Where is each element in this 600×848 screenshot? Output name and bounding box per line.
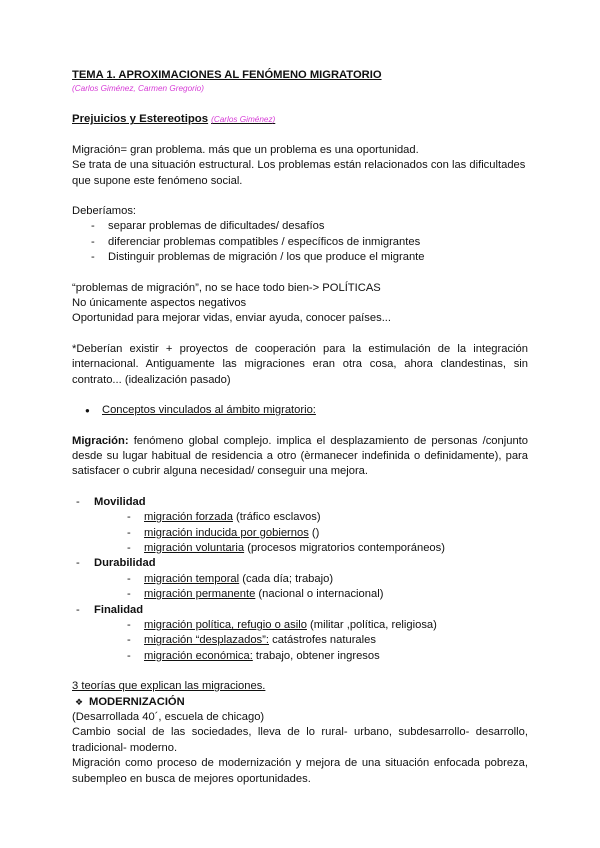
- list-item: - migración inducida por gobiernos (): [72, 526, 528, 541]
- paragraph: (Desarrollada 40´, escuela de chicago): [72, 711, 265, 723]
- concepts-bullet: ● Conceptos vinculados al ámbito migratorio:: [72, 403, 528, 418]
- section-heading-prejuicios: Prejuicios y Estereotipos (Carlos Giménez): [72, 113, 276, 126]
- list-item: - migración permanente (nacional o internacional): [72, 587, 528, 602]
- list-item: - migración política, refugio o asilo (militar ,política, religiosa): [72, 618, 528, 633]
- document-title: TEMA 1. APROXIMACIONES AL FENÓMENO MIGRATORIO: [72, 69, 382, 81]
- list-item: - migración temporal (cada día; trabajo): [72, 572, 528, 587]
- category-movilidad: - Movilidad: [72, 495, 528, 510]
- list-item: - Distinguir problemas de migración / los que produce el migrante: [72, 250, 528, 265]
- definition-term: Migración:: [72, 434, 129, 447]
- theory-modernizacion: ❖ MODERNIZACIÓN: [72, 695, 528, 710]
- paragraph: Cambio social de las sociedades, lleva de lo rural- urbano, subdesarrollo- desarrollo, tradicional- moderno.: [72, 726, 528, 754]
- dash-list: [72, 219, 528, 265]
- paragraph: Migración como proceso de modernización y mejora de una situación enfocada pobreza, subempleo en busca de mejores oportunidades.: [72, 757, 528, 785]
- paragraph: Oportunidad para mejorar vidas, enviar ayuda, conocer países...: [72, 312, 392, 325]
- paragraph: Se trata de una situación estructural. Los problemas están relacionados con las dificultades que supone este fenómeno social.: [72, 159, 526, 187]
- document-page: [72, 68, 528, 787]
- paragraph: “problemas de migración”, no se hace todo bien-> POLÍTICAS: [72, 281, 381, 294]
- section-author-tag: (Carlos Giménez): [211, 115, 276, 125]
- list-item: - migración voluntaria (procesos migratorios contemporáneos): [72, 541, 528, 556]
- note-paragraph: *Deberían existir + proyectos de cooperación para la estimulación de la integración internacional. Antiguamente las migraciones eran otra cosa, ahora clandestinas, sin contrato... (idealización pasado): [72, 342, 528, 386]
- category-finalidad: - Finalidad: [72, 603, 528, 618]
- paragraph: No únicamente aspectos negativos: [72, 297, 247, 310]
- theories-heading: 3 teorías que explican las migraciones.: [72, 680, 266, 693]
- list-item: - migración “desplazados”: catástrofes naturales: [72, 633, 528, 648]
- definition-paragraph: Migración: fenómeno global complejo. implica el desplazamiento de personas /conjunto desde su lugar habitual de residencia a otro (èrmanecer indefinida o definidamente), para satisfacer o cubrir alguna necesidad/ conseguir una mejora.: [72, 434, 528, 478]
- list-item: - migración forzada (tráfico esclavos): [72, 510, 528, 525]
- category-durabilidad: - Durabilidad: [72, 556, 528, 571]
- classification-list: [72, 495, 528, 664]
- list-item: - migración económica: trabajo, obtener ingresos: [72, 649, 528, 664]
- paragraph: Migración= gran problema. más que un problema es una oportunidad.: [72, 143, 419, 156]
- list-item: - separar problemas de dificultades/ desafíos: [72, 219, 528, 234]
- paragraph: Deberíamos:: [72, 205, 137, 218]
- document-authors: (Carlos Giménez, Carmen Gregorio): [72, 84, 204, 94]
- list-item: - diferenciar problemas compatibles / específicos de inmigrantes: [72, 235, 528, 250]
